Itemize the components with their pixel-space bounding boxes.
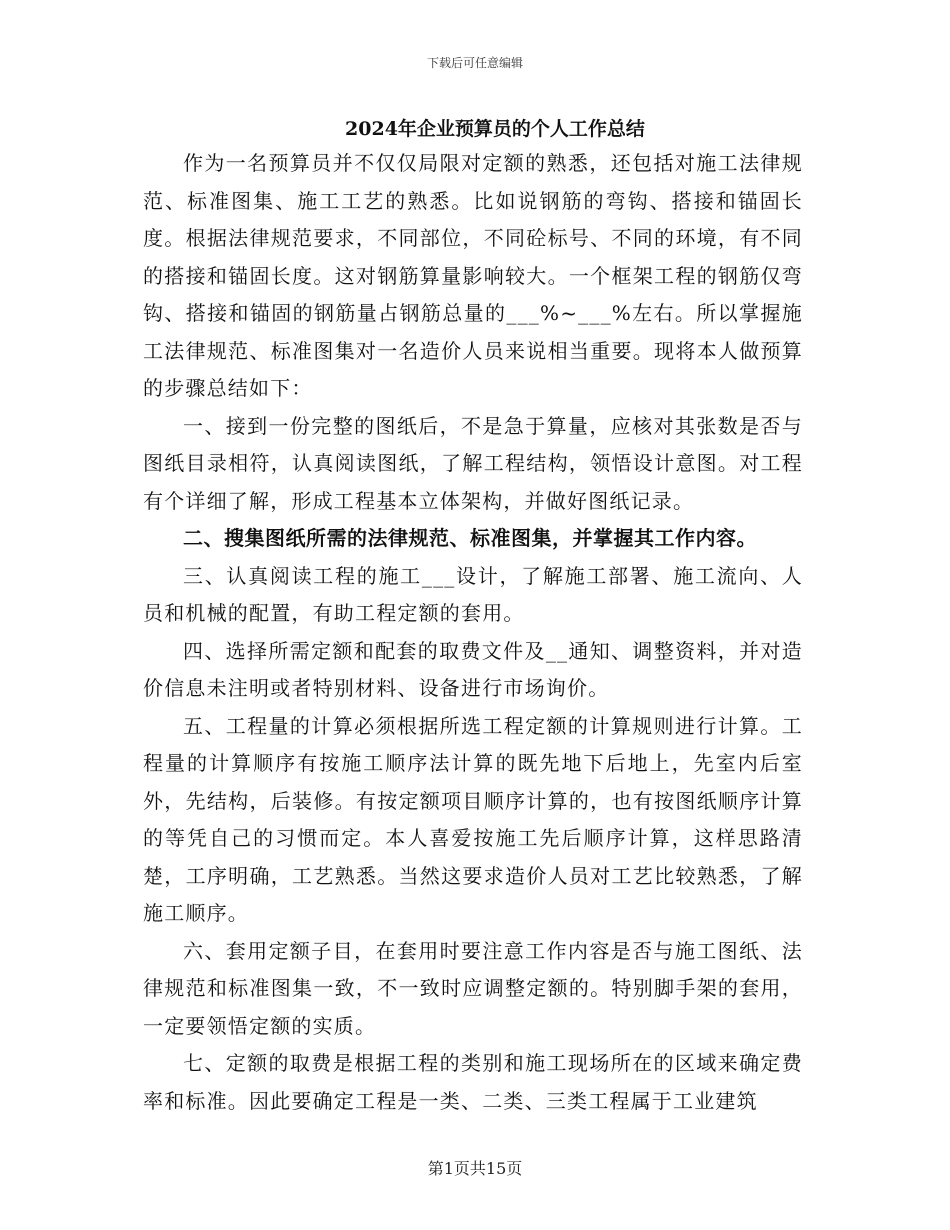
paragraph-step-4: 四、选择所需定额和配套的取费文件及__通知、调整资料，并对造价信息未注明或者特别材料、设备进行市场询价。 xyxy=(143,638,803,700)
paragraph-intro: 作为一名预算员并不仅仅局限对定额的熟悉，还包括对施工法律规范、标准图集、施工工艺的熟悉。比如说钢筋的弯钩、搭接和锚固长度。根据法律规范要求，不同部位，不同砼标号、不同的环境，有不同的搭接和锚固长度。这对钢筋算量影响较大。一个框架工程的钢筋仅弯钩、搭接和锚固的钢筋量占钢筋总量的___%~___%左右。所以掌握施工法律规范、标准图集对一名造价人员来说相当重要。现将本人做预算的步骤总结如下： xyxy=(143,151,803,400)
paragraph-step-6: 六、套用定额子目，在套用时要注意工作内容是否与施工图纸、法律规范和标准图集一致，不一致时应调整定额的。特别脚手架的套用，一定要领悟定额的实质。 xyxy=(143,938,803,1038)
header-note: 下载后可任意编辑 xyxy=(426,56,523,70)
document-body xyxy=(143,145,803,1120)
document-title: 2024年企业预算员的个人工作总结 xyxy=(345,118,645,140)
page-number: 第1页共15页 xyxy=(427,1159,523,1178)
paragraph-step-7: 七、定额的取费是根据工程的类别和施工现场所在的区域来确定费率和标准。因此要确定工程是一类、二类、三类工程属于工业建筑 xyxy=(143,1051,803,1113)
paragraph-step-5: 五、工程量的计算必须根据所选工程定额的计算规则进行计算。工程量的计算顺序有按施工顺序法计算的既先地下后地上，先室内后室外，先结构，后装修。有按定额项目顺序计算的，也有按图纸顺序计算的等凭自己的习惯而定。本人喜爱按施工先后顺序计算，这样思路清楚，工序明确，工艺熟悉。当然这要求造价人员对工艺比较熟悉，了解施工顺序。 xyxy=(143,713,803,925)
paragraph-step-2: 二、搜集图纸所需的法律规范、标准图集，并掌握其工作内容。 xyxy=(183,526,757,550)
paragraph-step-3: 三、认真阅读工程的施工___设计，了解施工部署、施工流向、人员和机械的配置，有助工程定额的套用。 xyxy=(143,563,803,625)
paragraph-step-1: 一、接到一份完整的图纸后，不是急于算量，应核对其张数是否与图纸目录相符，认真阅读图纸，了解工程结构，领悟设计意图。对工程有个详细了解，形成工程基本立体架构，并做好图纸记录。 xyxy=(143,413,803,513)
